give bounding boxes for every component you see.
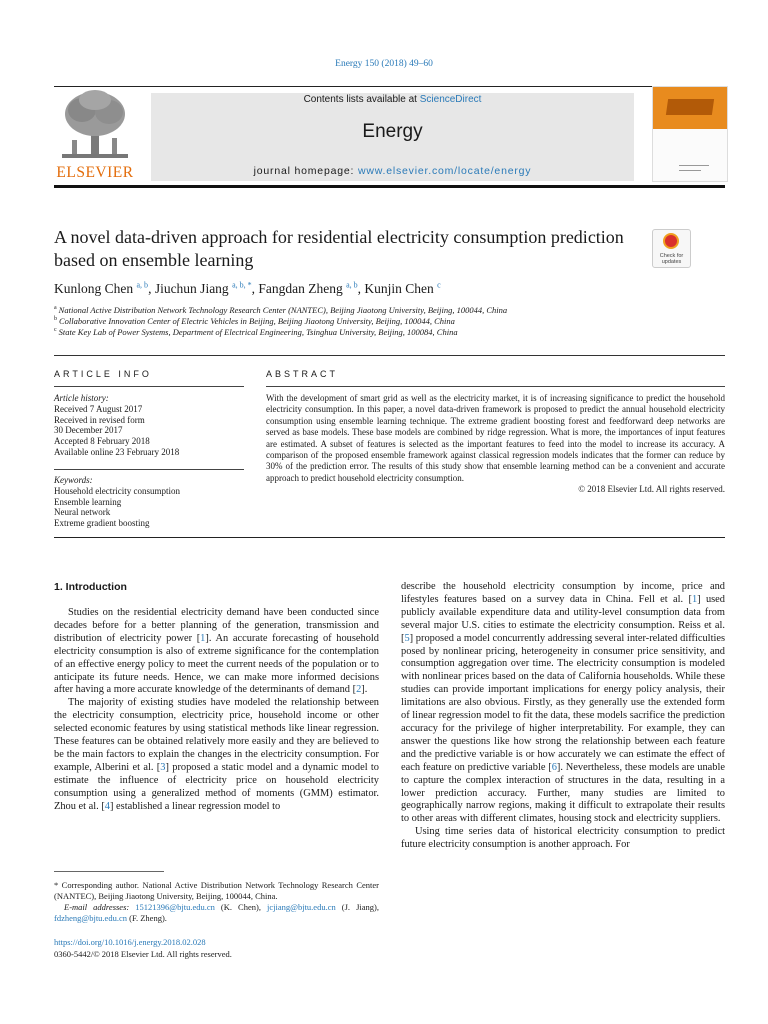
footnote-rule (54, 871, 164, 872)
reference-link[interactable]: 4 (104, 800, 110, 812)
keywords-rule (54, 469, 244, 470)
email-addresses: E-mail addresses: 15121396@bjtu.edu.cn (K. Chen), jcjiang@bjtu.edu.cn (J. Jiang), fdzheng@bjtu.edu.cn (F. Zheng). (54, 902, 379, 923)
history-item: Available online 23 February 2018 (54, 446, 180, 457)
affiliation: $^b$ Collaborative Innovation Center of Electric Vehicles in Beijing, Beijing Jiaotong University, Beijing, 100044, China (54, 316, 455, 326)
paragraph: Using time series data of historical electricity consumption to predict future electricity consumption is another approach. For (401, 826, 725, 851)
author: Jiuchun Jiang $^{a, b, *}$, (154, 280, 259, 296)
paragraph: Studies on the residential electricity demand have been conducted since decades before for a better planning of the generation, transmission and distribution of electricity power [1]. An accurate forecasting of household electricity consumption is also of extreme significance for the contemplation of an effective energy policy to meet the current needs of the population or to anticipate its future needs. Hence, we can make more informed decisions after having a more accurate knowledge of the determinants of demand [2]. (54, 607, 379, 696)
abstract-bottom-rule (54, 537, 725, 538)
journal-name: Energy (362, 121, 423, 142)
issn-line: 0360-5442/© 2018 Elsevier Ltd. All rights reserved. (54, 948, 232, 959)
header-rule (54, 185, 725, 188)
keywords (54, 475, 244, 529)
section-heading: 1. Introduction (54, 581, 127, 593)
keyword: Ensemble learning (54, 496, 122, 507)
keywords-label: Keywords: (54, 475, 93, 485)
email-link[interactable]: 15121396@bjtu.edu.cn (135, 902, 215, 912)
email-link[interactable]: fdzheng@bjtu.edu.cn (54, 913, 127, 923)
paragraph: The majority of existing studies have modeled the relationship between the electricity consumption, electricity price, household income or other selected economic features by using statistical methods like linear regression. These features can be obtained relatively more easily and they are believed to be the main factors to explain the changes in the electricity consumption. For example, Alberini et al. [3] proposed a static model and a dynamic model to estimate the influence of electricity price on household electricity consumption using a generalized method of moments (GMM) estimator. Zhou et al. [4] established a linear regression model to (54, 697, 379, 812)
corresponding-author-note: * Corresponding author. National Active Distribution Network Technology Research Center (NANTEC), Beijing Jiaotong University, Beijing, 100044, China. (54, 880, 379, 901)
abstract-body (266, 393, 725, 496)
reference-link[interactable]: 3 (160, 761, 166, 773)
contents-line (151, 94, 634, 105)
author-affiliation-link[interactable]: c (437, 280, 441, 290)
article-info-heading: ARTICLE INFO (54, 369, 152, 379)
cover-title-mark (666, 99, 714, 115)
author-affiliation-link[interactable]: a, b, * (232, 280, 252, 290)
homepage-prefix: journal homepage: (253, 165, 358, 177)
author-affiliation-link[interactable]: a, b (136, 280, 149, 290)
journal-homepage (151, 165, 634, 177)
right-column (401, 581, 725, 852)
history-label: Article history: (54, 393, 109, 403)
footnote (54, 880, 379, 924)
author: Fangdan Zheng $^{a, b}$, (258, 280, 365, 296)
author: Kunlong Chen $^{a, b}$, (54, 280, 155, 296)
keyword: Household electricity consumption (54, 485, 180, 496)
article-history (54, 393, 244, 458)
sciencedirect-link[interactable]: ScienceDirect (419, 94, 482, 105)
article-title: A novel data-driven approach for residential electricity consumption prediction based on ensemble learning (54, 227, 624, 270)
abstract-copyright: © 2018 Elsevier Ltd. All rights reserved. (578, 484, 725, 495)
history-item: Received in revised form (54, 414, 145, 425)
journal-cover[interactable] (652, 86, 728, 182)
cover-line (679, 170, 701, 171)
contents-prefix: Contents lists available at (303, 94, 420, 105)
article-info-rule (54, 386, 244, 387)
history-item: 30 December 2017 (54, 425, 123, 436)
affiliation: $^c$ State Key Lab of Power Systems, Department of Electrical Engineering, Tsinghua University, Beijing, 100084, China (54, 327, 458, 337)
check-for-updates-button[interactable] (652, 229, 691, 268)
abstract-heading: ABSTRACT (266, 369, 339, 379)
reference-link[interactable]: 1 (691, 593, 698, 605)
keyword: Neural network (54, 507, 111, 518)
history-item: Received 7 August 2017 (54, 403, 143, 414)
reference-link[interactable]: 1 (200, 632, 206, 644)
email-link[interactable]: jcjiang@bjtu.edu.cn (267, 902, 336, 912)
elsevier-wordmark[interactable]: ELSEVIER (56, 164, 134, 181)
abstract-text: With the development of smart grid as well as the electricity market, it is of increasing significance to predict the household electricity consumption. In this paper, a novel data-driven framework is proposed to predict the annual household electricity consumption using ensemble learning technique. The extreme gradient boosting forest and feedforward deep networks are served as base models. These base models are combined by ridge regression. What is more, the importances of input features are estimated. A subset of features is selected as the important features to feed into the model to increase its accuracy. A comparison of the proposed ensemble framework against classical regression models indicates that the former can reduce by 30% of the prediction error. The results of this study show that ensemble learning method can be a convenient and accurate approach to predict household electricity consumption. (266, 393, 725, 483)
author: Kunjin Chen $^c$ (364, 280, 441, 296)
author-affiliation-link[interactable]: a, b (346, 280, 358, 290)
reference-link[interactable]: 6 (551, 761, 557, 773)
check-for-updates-label: Check for updates (659, 253, 684, 265)
reference-link[interactable]: 5 (404, 632, 410, 644)
running-head[interactable]: Energy 150 (2018) 49–60 (335, 59, 433, 69)
bookmark-icon (663, 233, 679, 249)
cover-line (679, 165, 709, 166)
affiliation: $^a$ National Active Distribution Network Technology Research Center (NANTEC), Beijing Jiaotong University, Beijing, 100044, China (54, 305, 508, 315)
homepage-link[interactable]: www.elsevier.com/locate/energy (357, 165, 532, 177)
elsevier-tree-icon (54, 88, 136, 164)
section-rule (54, 355, 725, 356)
author-list (54, 281, 441, 297)
doi-block (54, 937, 232, 960)
top-rule (54, 86, 725, 87)
history-item: Accepted 8 February 2018 (54, 436, 150, 447)
reference-link[interactable]: 2 (356, 684, 362, 696)
abstract-rule (266, 386, 725, 387)
left-column (54, 607, 379, 814)
doi-link[interactable]: https://doi.org/10.1016/j.energy.2018.02.028 (54, 937, 206, 947)
paragraph: describe the household electricity consumption by income, price and lifestyles features based on a survey data in China. Fell et al. [1] used publicly available expenditure data and utility-level consumption data from several major U.S. cities to estimate the electricity consumption. Reiss et al. [5] proposed a model concurrently addressing several inter-related difficulties posed by nonlinear pricing, heterogeneity in consumer price sensitivity, and consumption aggregation over time. The electricity consumption is modeled with nonlinear prices based on the data of California households. While these studies can provide important implications for energy policy analysis, their limitations are also obvious. Firstly, as they generally use the extended form of linear regression model to fit the data, these models sacrifice the prediction accuracy for the privilege of higher interpretability. For example, they can answer the questions like how strong the relationship between each feature and the predictive variable is or how accurately we can estimate the effect of each feature on predictive variable [6]. Nevertheless, these models are unable to capture the complex interaction of structures in the data, resulting in a lower prediction accuracy. Further, many studies are limited to geographically narrow regions, making it difficult to extrapolate their results to other areas with different climates, housing stock and electricity suppliers. (401, 581, 725, 825)
keyword: Extreme gradient boosting (54, 518, 150, 529)
